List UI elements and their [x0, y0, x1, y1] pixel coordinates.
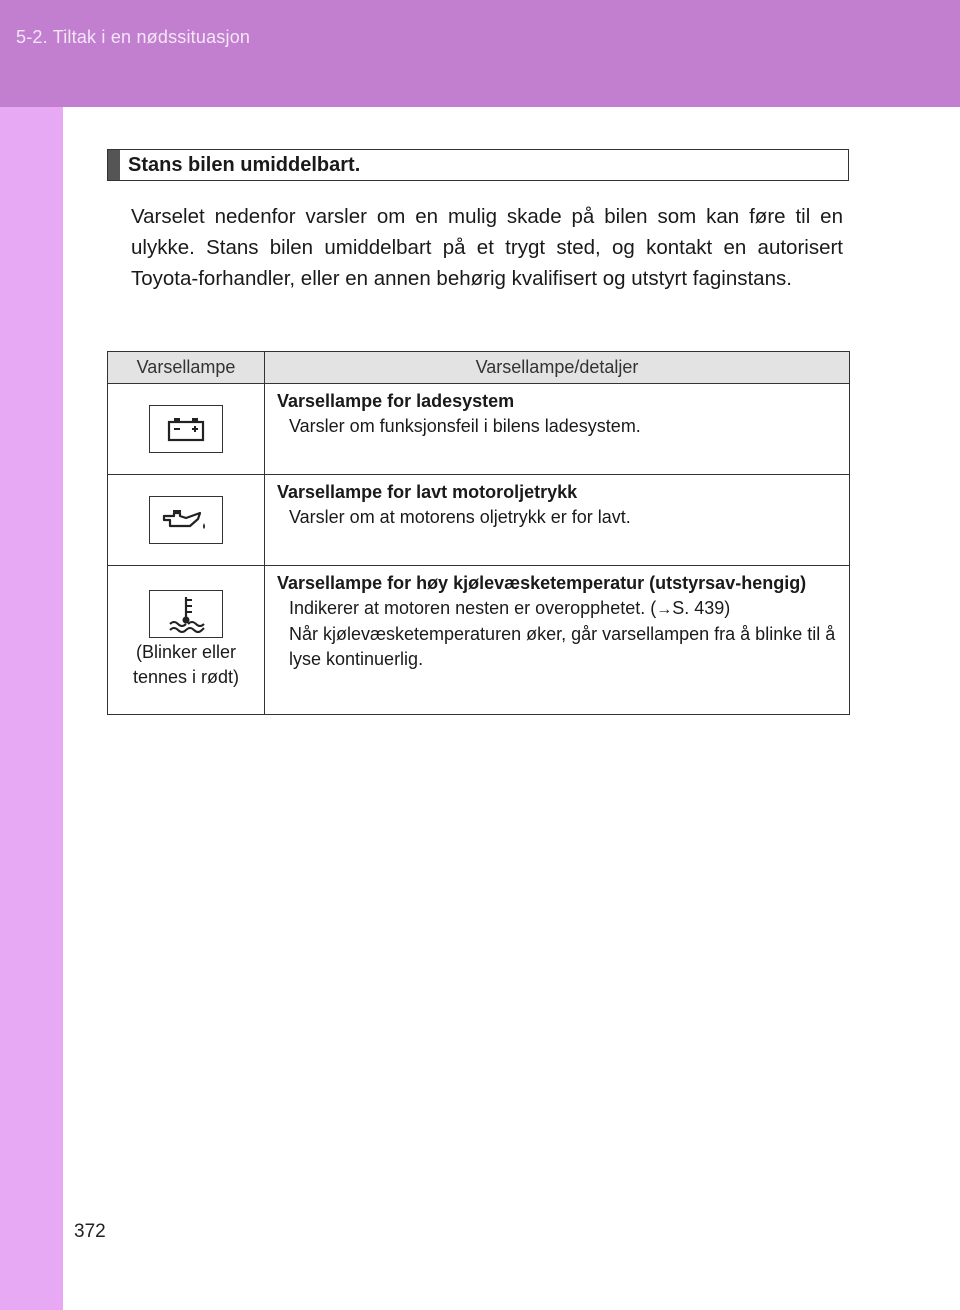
lamp-title: Varsellampe for lavt motoroljetrykk: [277, 482, 578, 502]
details-cell: [265, 566, 850, 715]
section-heading: [107, 149, 849, 181]
heading-text: Stans bilen umiddelbart.: [128, 153, 361, 176]
page-reference-link[interactable]: S. 439): [672, 598, 731, 618]
battery-icon: [149, 405, 223, 453]
page-header: [0, 0, 960, 107]
intro-paragraph: Varselet nedenfor varsler om en mulig skade på bilen som kan føre til en ulykke. Stans bilen umiddelbart på et trygt sted, og kontakt en autorisert Toyota-forhandler, eller en annen behørig kvalifisert og utstyrt faginstans.: [131, 205, 843, 290]
lamp-note: (Blinker eller tennes i rødt): [132, 642, 240, 687]
column-header-lamp: Varsellampe: [108, 352, 265, 384]
lamp-description: Varsler om funksjonsfeil i bilens ladesystem.: [289, 416, 641, 436]
lamp-description: [277, 596, 839, 622]
table-row: [108, 384, 850, 475]
warning-lamp-table: [107, 351, 850, 715]
table-header-row: [108, 352, 850, 384]
lamp-title: Varsellampe for ladesystem: [277, 391, 515, 411]
page-number: 372: [74, 1221, 106, 1242]
coolant-temperature-icon: [149, 590, 223, 638]
lamp-description: Varsler om at motorens oljetrykk er for lavt.: [289, 507, 631, 527]
lamp-cell: [108, 475, 265, 566]
details-cell: [265, 384, 850, 475]
table-row: [108, 566, 850, 715]
lamp-cell: [108, 566, 265, 715]
section-breadcrumb: 5-2. Tiltak i en nødssituasjon: [16, 27, 251, 47]
lamp-description: Når kjølevæsketemperaturen øker, går varsellampen fra å blinke til å lyse kontinuerlig.: [289, 624, 836, 669]
details-cell: [265, 475, 850, 566]
arrow-icon: →: [656, 601, 673, 618]
table-row: [108, 475, 850, 566]
description-text: Indikerer at motoren nesten er overopphetet. (: [289, 598, 657, 618]
side-tab-bar: [0, 107, 63, 1310]
heading-marker: [108, 150, 120, 180]
lamp-title: Varsellampe for høy kjølevæsketemperatur (utstyrsav-hengig): [277, 573, 807, 593]
oil-can-icon: [149, 496, 223, 544]
column-header-details: Varsellampe/detaljer: [265, 352, 850, 384]
lamp-cell: [108, 384, 265, 475]
